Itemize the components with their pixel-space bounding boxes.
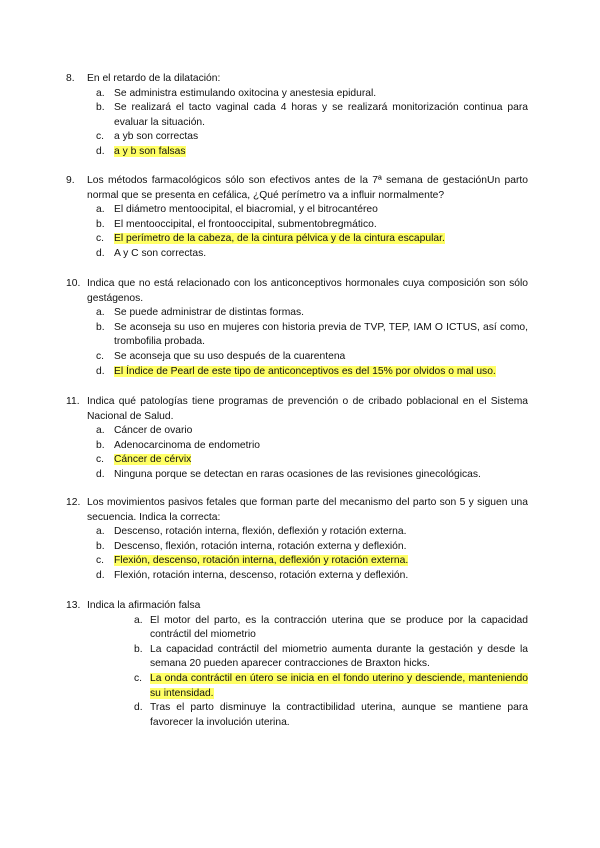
option-c (66, 232, 528, 247)
option-letter: c. (96, 233, 105, 245)
option-letter: d. (96, 247, 105, 259)
options-list (66, 614, 528, 731)
option-c (66, 672, 528, 701)
option-letter: d. (96, 468, 105, 480)
option-letter: d. (134, 702, 143, 714)
option-text-highlighted: El perímetro de la cabeza, de la cintura pélvica y de la cintura escapular. (114, 233, 445, 245)
options-list (66, 525, 528, 583)
option-text: Se aconseja su uso en mujeres con historia previa de TVP, TEP, IAM O ICTUS, así como, trombofilia probada. (114, 321, 528, 348)
option-b (66, 439, 528, 454)
question-13 (66, 599, 528, 730)
option-letter: b. (134, 643, 143, 655)
option-letter: b. (96, 321, 105, 333)
option-d (66, 145, 528, 160)
option-letter: c. (134, 672, 143, 684)
option-b (66, 540, 528, 555)
option-letter: c. (96, 454, 105, 466)
options-list (66, 424, 528, 482)
option-letter: b. (96, 218, 105, 230)
question-11 (66, 395, 528, 483)
option-text-highlighted: El Índice de Pearl de este tipo de anticonceptivos es del 15% por olvidos o mal uso. (114, 365, 496, 377)
question-12 (66, 496, 528, 584)
options-list (66, 203, 528, 261)
option-d (66, 569, 528, 584)
option-c (66, 554, 528, 569)
question-stem: Indica qué patologías tiene programas de prevención o de cribado poblacional en el Sistema Nacional de Salud. (87, 396, 528, 422)
question-number: 10. (66, 278, 81, 289)
option-d (66, 701, 528, 730)
option-text: Se administra estimulando oxitocina y anestesia epidural. (114, 87, 377, 99)
option-c (66, 350, 528, 365)
question-number: 11. (66, 396, 80, 407)
question-stem: Los métodos farmacológicos sólo son efectivos antes de la 7ª semana de gestaciónUn parto normal que se presenta en cefálica, ¿Qué perímetro va a influir normalmente? (87, 175, 528, 201)
question-8 (66, 72, 528, 160)
option-text: Se realizará el tacto vaginal cada 4 horas y se realizará monitorización continua para evaluar la situación. (114, 102, 528, 128)
options-list (66, 306, 528, 379)
option-d (66, 365, 528, 380)
options-list (66, 87, 528, 160)
option-c (66, 453, 528, 468)
option-text-highlighted: Flexión, descenso, rotación interna, deflexión y rotación externa. (114, 555, 409, 567)
option-text: Adenocarcinoma de endometrio (114, 439, 260, 451)
option-text: El mentooccipital, el frontooccipital, submentobregmático. (114, 218, 377, 230)
option-a (66, 525, 528, 540)
option-text-highlighted: La onda contráctil en útero se inicia en el fondo uterino y desciende, manteniendo su intensidad. (150, 672, 528, 699)
option-letter: b. (96, 439, 105, 451)
option-text: Flexión, rotación interna, descenso, rotación externa y deflexión. (114, 569, 409, 581)
option-text: Tras el parto disminuye la contractibilidad uterina, aunque se mantiene para favorecer la involución uterina. (150, 702, 528, 728)
question-number: 12. (66, 497, 81, 508)
option-b (66, 643, 528, 672)
option-a (66, 614, 528, 643)
option-text: Descenso, flexión, rotación interna, rotación externa y deflexión. (114, 540, 407, 552)
option-d (66, 468, 528, 483)
question-10 (66, 277, 528, 379)
option-b (66, 218, 528, 233)
option-letter: a. (96, 307, 105, 319)
option-a (66, 424, 528, 439)
option-text: El motor del parto, es la contracción uterina que se produce por la capacidad contráctil del miometrio (150, 614, 528, 641)
question-stem: Indica que no está relacionado con los anticonceptivos hormonales cuya composición son sólo gestágenos. (87, 278, 528, 304)
option-a (66, 306, 528, 321)
option-text: Descenso, rotación interna, flexión, deflexión y rotación externa. (114, 526, 407, 538)
option-d (66, 247, 528, 262)
option-letter: a. (134, 614, 143, 626)
option-letter: c. (96, 131, 105, 143)
question-number: 13. (66, 600, 81, 611)
option-text: a yb son correctas (114, 131, 199, 143)
option-letter: a. (96, 425, 105, 437)
option-text: A y C son correctas. (114, 247, 207, 259)
option-a (66, 203, 528, 218)
option-letter: a. (96, 526, 105, 538)
question-number: 9. (66, 175, 75, 186)
question-stem: Indica la afirmación falsa (87, 600, 201, 611)
option-text-highlighted: a y b son falsas (114, 145, 186, 157)
option-b (66, 321, 528, 350)
question-stem: En el retardo de la dilatación: (87, 73, 221, 84)
option-letter: c. (96, 350, 105, 362)
option-letter: d. (96, 365, 105, 377)
question-9 (66, 174, 528, 262)
option-text: Se puede administrar de distintas formas. (114, 307, 305, 319)
option-text: La capacidad contráctil del miometrio aumenta durante la gestación y desde la semana 20 pueden aparecer contracciones de Braxton hicks. (150, 643, 528, 670)
option-letter: b. (96, 102, 105, 114)
option-letter: a. (96, 87, 105, 99)
question-stem: Los movimientos pasivos fetales que forman parte del mecanismo del parto son 5 y siguen una secuencia. Indica la correcta: (87, 497, 528, 523)
option-letter: a. (96, 204, 105, 216)
option-b (66, 101, 528, 130)
option-letter: c. (96, 555, 105, 567)
option-text: Ninguna porque se detectan en raras ocasiones de las revisiones ginecológicas. (114, 468, 481, 480)
option-c (66, 130, 528, 145)
option-text: El diámetro mentoocipital, el biacromial, y el bitrocantéreo (114, 204, 378, 216)
question-number: 8. (66, 73, 75, 84)
option-text: Se aconseja que su uso después de la cuarentena (114, 350, 346, 362)
option-a (66, 87, 528, 102)
option-letter: d. (96, 569, 105, 581)
option-letter: d. (96, 145, 105, 157)
option-letter: b. (96, 540, 105, 552)
option-text: Cáncer de ovario (114, 425, 193, 437)
option-text-highlighted: Cáncer de cérvix (114, 454, 192, 466)
